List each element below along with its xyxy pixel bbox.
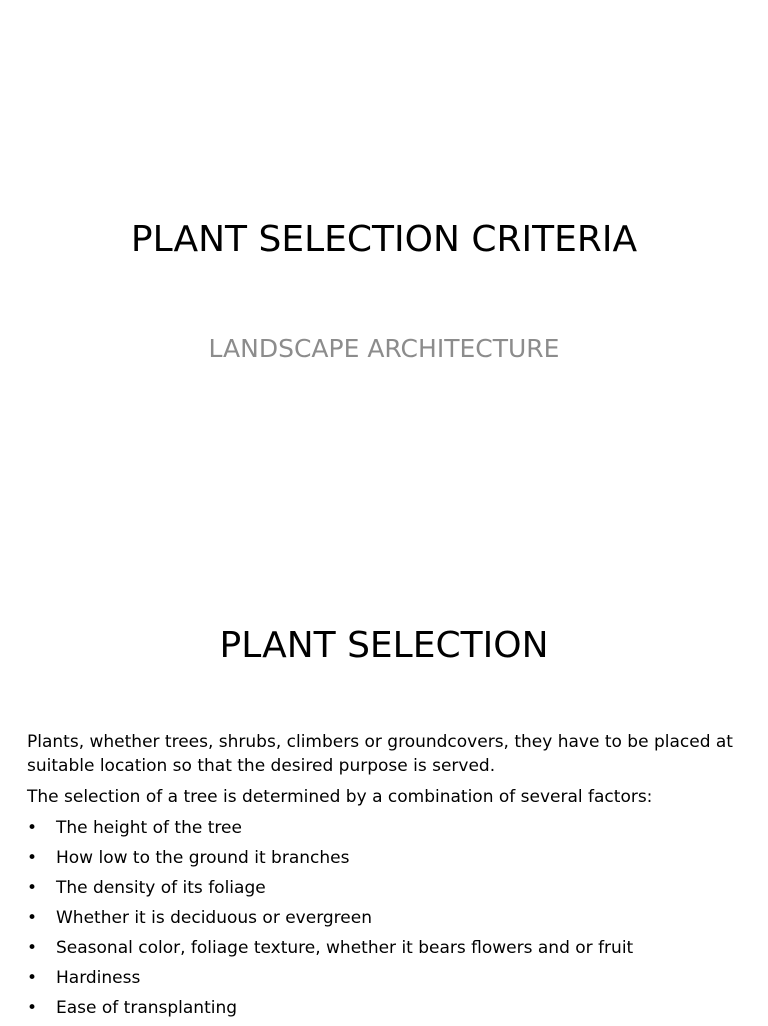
list-item — [27, 906, 737, 930]
factors-list — [27, 816, 737, 1020]
slide-subtitle: LANDSCAPE ARCHITECTURE — [208, 334, 560, 363]
intro-paragraph: Plants, whether trees, shrubs, climbers or groundcovers, they have to be placed at suitable location so that the desired purpose is served. — [27, 732, 733, 776]
list-item-text: Whether it is deciduous or evergreen — [56, 908, 372, 928]
list-item — [27, 996, 737, 1020]
list-item — [27, 846, 737, 870]
bullet-icon: • — [27, 908, 38, 928]
list-item-text: Ease of transplanting — [56, 998, 238, 1018]
list-item — [27, 876, 737, 900]
list-item — [27, 966, 737, 990]
bullet-icon: • — [27, 998, 38, 1018]
bullet-icon: • — [27, 848, 38, 868]
bullet-icon: • — [27, 938, 38, 958]
section-heading: PLANT SELECTION — [219, 625, 549, 666]
bullet-icon: • — [27, 818, 38, 838]
slide-title-heading: PLANT SELECTION CRITERIA — [130, 219, 638, 260]
list-item — [27, 816, 737, 840]
bullet-icon: • — [27, 968, 38, 988]
list-item-text: Seasonal color, foliage texture, whether it bears flowers and or fruit — [56, 938, 634, 958]
slide-body — [27, 730, 737, 1026]
list-item-text: The density of its foliage — [56, 878, 266, 898]
list-item-text: How low to the ground it branches — [56, 848, 350, 868]
list-item-text: The height of the tree — [56, 818, 242, 838]
bullet-icon: • — [27, 878, 38, 898]
list-item — [27, 936, 737, 960]
factors-paragraph: The selection of a tree is determined by a combination of several factors: — [27, 787, 653, 807]
slide-plant-selection — [0, 576, 768, 1024]
list-item-text: Hardiness — [56, 968, 141, 988]
